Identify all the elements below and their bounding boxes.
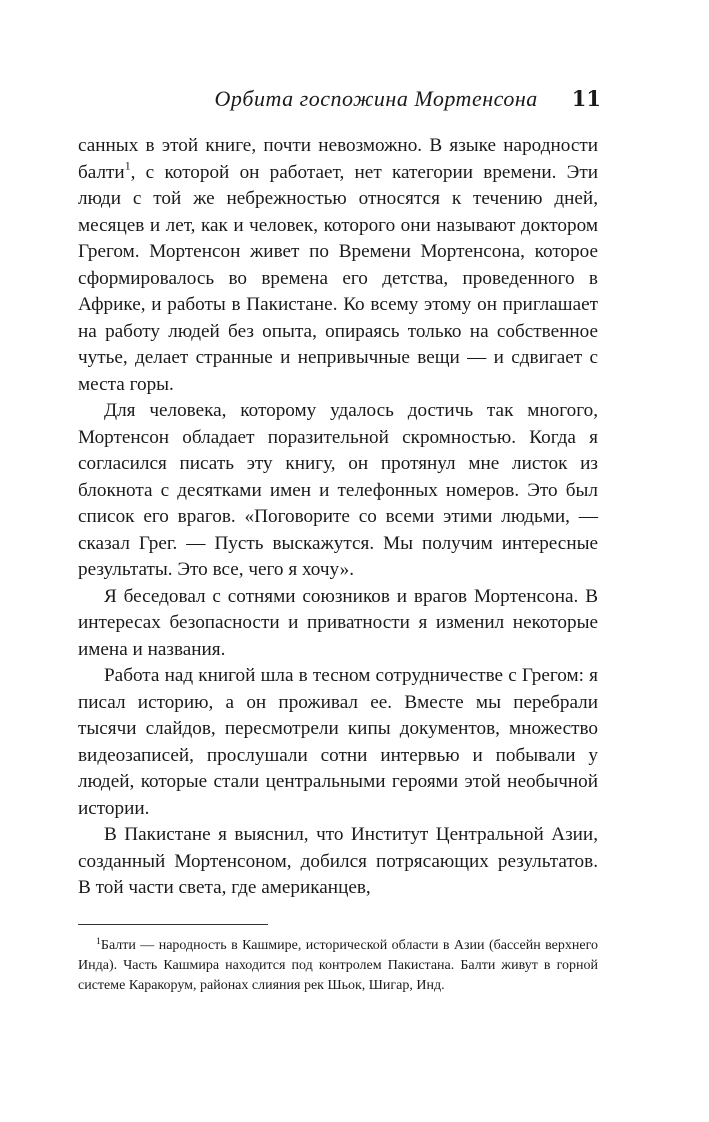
footnote-marker: 1 [96, 936, 101, 948]
page-header [78, 86, 601, 112]
paragraph-3: Я беседовал с сотнями союзников и врагов Мортенсона. В интересах безопасности и приватности я изменил некоторые имена и названия. [78, 585, 598, 660]
paragraph-1-end: , с которой он работает, нет категории времени. Эти люди с той же небрежностью относятся к течению дней, месяцев и лет, как и человек, которого они называют доктором Грегом. Мортенсон живет по Времени Мортенсона, которое сформировалось во времена его детства, проведенного в Африке, и работы в Пакистане. Ко всему этому он приглашает на работу людей без опыта, опираясь только на собственное чутье, делает странные и непривычные вещи — и сдвигает с места горы. [78, 161, 598, 395]
page-number: 11 [571, 86, 601, 111]
paragraph-1 [78, 133, 598, 398]
paragraph-4: Работа над книгой шла в тесном сотрудничестве с Грегом: я писал историю, а он проживал ее. Вместе мы перебрали тысячи слайдов, пересмотрели кипы документов, множество видеозаписей, прослушали сотни интервью и побывали у людей, которые стали центральными героями этой необычной истории. [78, 665, 598, 819]
footnote [78, 936, 598, 996]
main-text [78, 133, 598, 902]
running-title: Орбита госпожина Мортенсона [214, 86, 538, 111]
paragraph-5: В Пакистане я выяснил, что Институт Центральной Азии, созданный Мортенсоном, добился потрясающих результатов. В той части света, где американцев, [78, 824, 598, 898]
footnote-text: Балти — народность в Кашмире, исторической области в Азии (бассейн верхнего Инда). Часть Кашмира находится под контролем Пакистана. Балти живут в горной системе Каракорум, районах слияния рек Шьок, Шигар, Инд. [78, 938, 598, 993]
footnote-divider [78, 924, 268, 925]
footnote-ref[interactable]: 1 [124, 158, 131, 173]
paragraph-2: Для человека, которому удалось достичь так многого, Мортенсон обладает поразительной скромностью. Когда я согласился писать эту книгу, он протянул мне листок из блокнота с десятками имен и телефонных номеров. Это был список его врагов. «Поговорите со всеми этими людьми, — сказал Грег. — Пусть выскажутся. Мы получим интересные результаты. Это все, чего я хочу». [78, 400, 598, 580]
paragraph-1-start: санных в этой книге, почти невозможно. В языке народности балти [78, 135, 598, 183]
